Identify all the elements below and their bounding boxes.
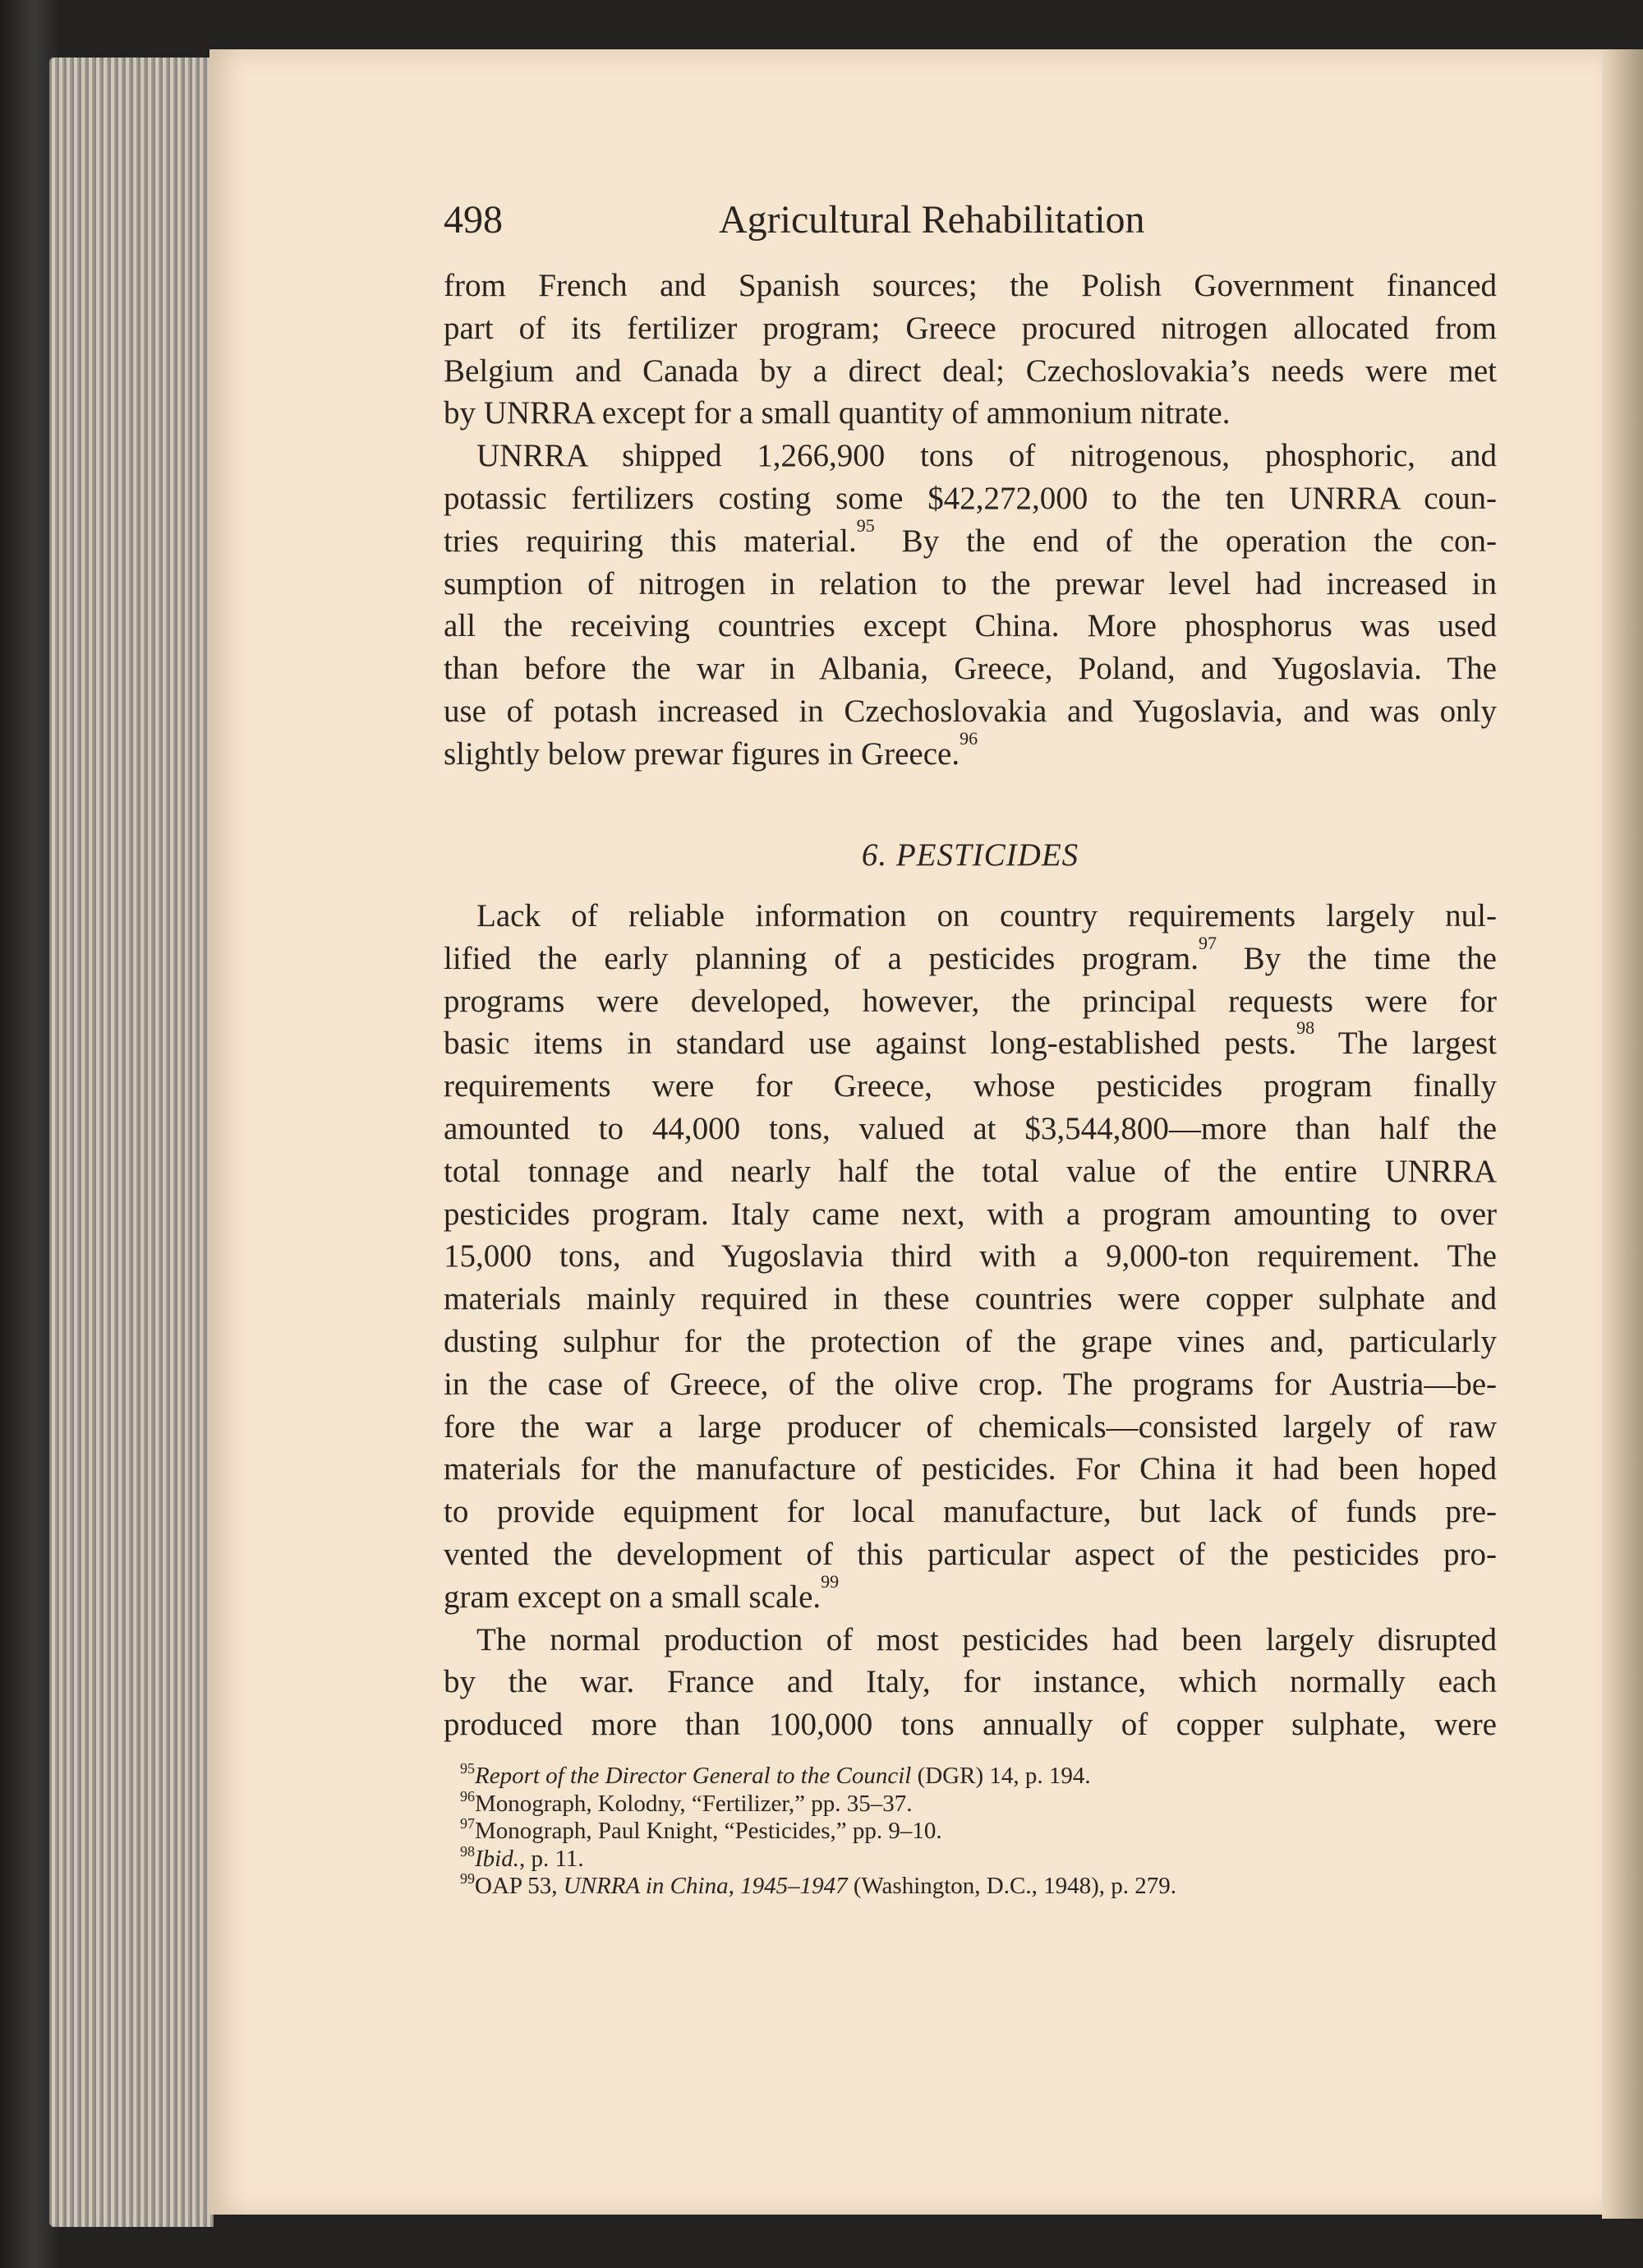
text-line xyxy=(444,605,1497,648)
text-run: requirements were for Greece, whose pesticides program finally xyxy=(444,1068,1497,1104)
text-run: total tonnage and nearly half the total value of the entire UNRRA xyxy=(444,1153,1497,1189)
footnote-ref: 97 xyxy=(1198,932,1217,953)
facing-page-edge xyxy=(1602,49,1643,2219)
text-run: from French and Spanish sources; the Polish Government financed xyxy=(444,268,1497,303)
text-line xyxy=(444,895,1497,938)
text-line xyxy=(444,1193,1497,1236)
text-run: programs were developed, however, the principal requests were for xyxy=(444,983,1497,1019)
text-run: gram except on a small scale. xyxy=(444,1579,822,1615)
text-run: fore the war a large producer of chemicals—consisted largely of raw xyxy=(444,1408,1497,1445)
body-text-top xyxy=(444,265,1497,776)
section-heading: 6. PESTICIDES xyxy=(861,837,1079,873)
text-line xyxy=(444,1065,1497,1108)
text-run: The normal production of most pesticides had been largely disrupted xyxy=(476,1621,1497,1657)
text-line xyxy=(444,1406,1497,1449)
text-line xyxy=(444,1619,1497,1662)
text-line xyxy=(444,1150,1497,1193)
text-line xyxy=(444,307,1497,350)
text-run: potassic fertilizers costing some $42,272,000 to the ten UNRRA coun- xyxy=(444,480,1497,516)
text-line xyxy=(444,932,1497,980)
footnote-ref: 96 xyxy=(960,727,978,749)
text-run: use of potash increased in Czechoslovakia and Yugoslavia, and was only xyxy=(444,693,1497,729)
text-line xyxy=(444,1491,1497,1533)
text-line xyxy=(444,980,1497,1023)
text-line xyxy=(444,350,1497,393)
footnote-ref: 99 xyxy=(460,1870,475,1887)
text-run: tries requiring this material. xyxy=(444,523,857,559)
text-run: Monograph, Paul Knight, “Pesticides,” pp. 9–10. xyxy=(475,1818,942,1844)
footnote xyxy=(460,1760,1176,1791)
body-text-pesticides xyxy=(444,895,1497,1746)
text-run: Monograph, Kolodny, “Fertilizer,” pp. 35–37. xyxy=(475,1790,913,1817)
text-run: By the time the xyxy=(1216,940,1497,976)
text-run: amounted to 44,000 tons, valued at $3,544,800—more than half the xyxy=(444,1110,1497,1146)
text-line xyxy=(444,1363,1497,1406)
text-run: (DGR) 14, p. 194. xyxy=(911,1763,1091,1789)
text-run: slightly below prewar figures in Greece. xyxy=(444,735,960,772)
text-line xyxy=(444,727,1497,776)
footnote xyxy=(460,1870,1176,1901)
text-run: (Washington, D.C., 1948), p. 279. xyxy=(847,1873,1176,1899)
text-line xyxy=(444,1661,1497,1703)
text-run: OAP 53, xyxy=(475,1873,564,1899)
text-line xyxy=(444,1321,1497,1363)
text-run: part of its fertilizer program; Greece procured nitrogen allocated from xyxy=(444,310,1497,346)
footnote-ref: 98 xyxy=(1296,1017,1315,1039)
footnote-ref: 97 xyxy=(460,1815,475,1832)
text-line xyxy=(444,1448,1497,1491)
page-edges xyxy=(49,58,214,2227)
text-line xyxy=(444,1108,1497,1150)
footnote-ref: 95 xyxy=(460,1760,475,1777)
footnote xyxy=(460,1815,1176,1846)
text-line xyxy=(444,435,1497,477)
text-run: by UNRRA except for a small quantity of ammonium nitrate. xyxy=(444,395,1231,431)
footnote xyxy=(460,1842,1176,1874)
italic-text: UNRRA in China, 1945–1947 xyxy=(563,1873,848,1899)
footnote xyxy=(460,1787,1176,1819)
footnote-ref: 98 xyxy=(460,1842,475,1860)
text-line xyxy=(444,648,1497,690)
text-line xyxy=(444,1278,1497,1321)
text-line xyxy=(444,265,1497,307)
running-head: Agricultural Rehabilitation xyxy=(719,198,1145,242)
text-run: UNRRA shipped 1,266,900 tons of nitrogenous, phosphoric, and xyxy=(476,438,1497,474)
text-line xyxy=(444,1017,1497,1065)
text-run: 15,000 tons, and Yugoslavia third with a 9,000-ton requirement. The xyxy=(444,1238,1497,1275)
text-run: basic items in standard use against long-established pests. xyxy=(444,1026,1297,1062)
text-line xyxy=(444,1533,1497,1576)
footnotes xyxy=(460,1760,1176,1901)
page-number: 498 xyxy=(444,198,503,242)
text-line xyxy=(444,1703,1497,1746)
text-line xyxy=(444,1570,1497,1619)
italic-text: Ibid. xyxy=(475,1845,519,1872)
text-run: , p. 11. xyxy=(518,1845,584,1872)
text-run: sumption of nitrogen in relation to the prewar level had increased in xyxy=(444,565,1497,602)
text-run: produced more than 100,000 tons annually of copper sulphate, were xyxy=(444,1707,1497,1743)
text-run: dusting sulphur for the protection of the grape vines and, particularly xyxy=(444,1323,1497,1359)
text-run: in the case of Greece, of the olive crop. The programs for Austria—be- xyxy=(444,1366,1497,1402)
text-line xyxy=(444,514,1497,563)
text-run: materials mainly required in these countries were copper sulphate and xyxy=(444,1281,1497,1317)
text-run: By the end of the operation the con- xyxy=(874,523,1497,559)
text-run: Lack of reliable information on country requirements largely nul- xyxy=(476,898,1497,933)
text-line xyxy=(444,392,1497,435)
text-line xyxy=(444,563,1497,606)
text-run: lified the early planning of a pesticides program. xyxy=(444,940,1199,976)
text-line xyxy=(444,690,1497,733)
text-line xyxy=(444,1235,1497,1278)
text-run: materials for the manufacture of pesticides. For China it had been hoped xyxy=(444,1451,1497,1487)
italic-text: Report of the Director General to the Council xyxy=(475,1763,912,1789)
text-run: The largest xyxy=(1314,1026,1497,1062)
text-run: pesticides program. Italy came next, with a program amounting to over xyxy=(444,1196,1497,1232)
footnote-ref: 99 xyxy=(821,1570,840,1592)
text-line xyxy=(444,477,1497,520)
footnote-ref: 96 xyxy=(460,1787,475,1805)
text-run: Belgium and Canada by a direct deal; Czechoslovakia’s needs were met xyxy=(444,353,1497,389)
footnote-ref: 95 xyxy=(856,514,875,536)
text-run: all the receiving countries except China. More phosphorus was used xyxy=(444,608,1497,644)
text-run: by the war. France and Italy, for instance, which normally each xyxy=(444,1664,1497,1700)
text-run: to provide equipment for local manufacture, but lack of funds pre- xyxy=(444,1494,1497,1530)
text-run: than before the war in Albania, Greece, Poland, and Yugoslavia. The xyxy=(444,651,1497,687)
text-run: vented the development of this particular aspect of the pesticides pro- xyxy=(444,1536,1497,1572)
